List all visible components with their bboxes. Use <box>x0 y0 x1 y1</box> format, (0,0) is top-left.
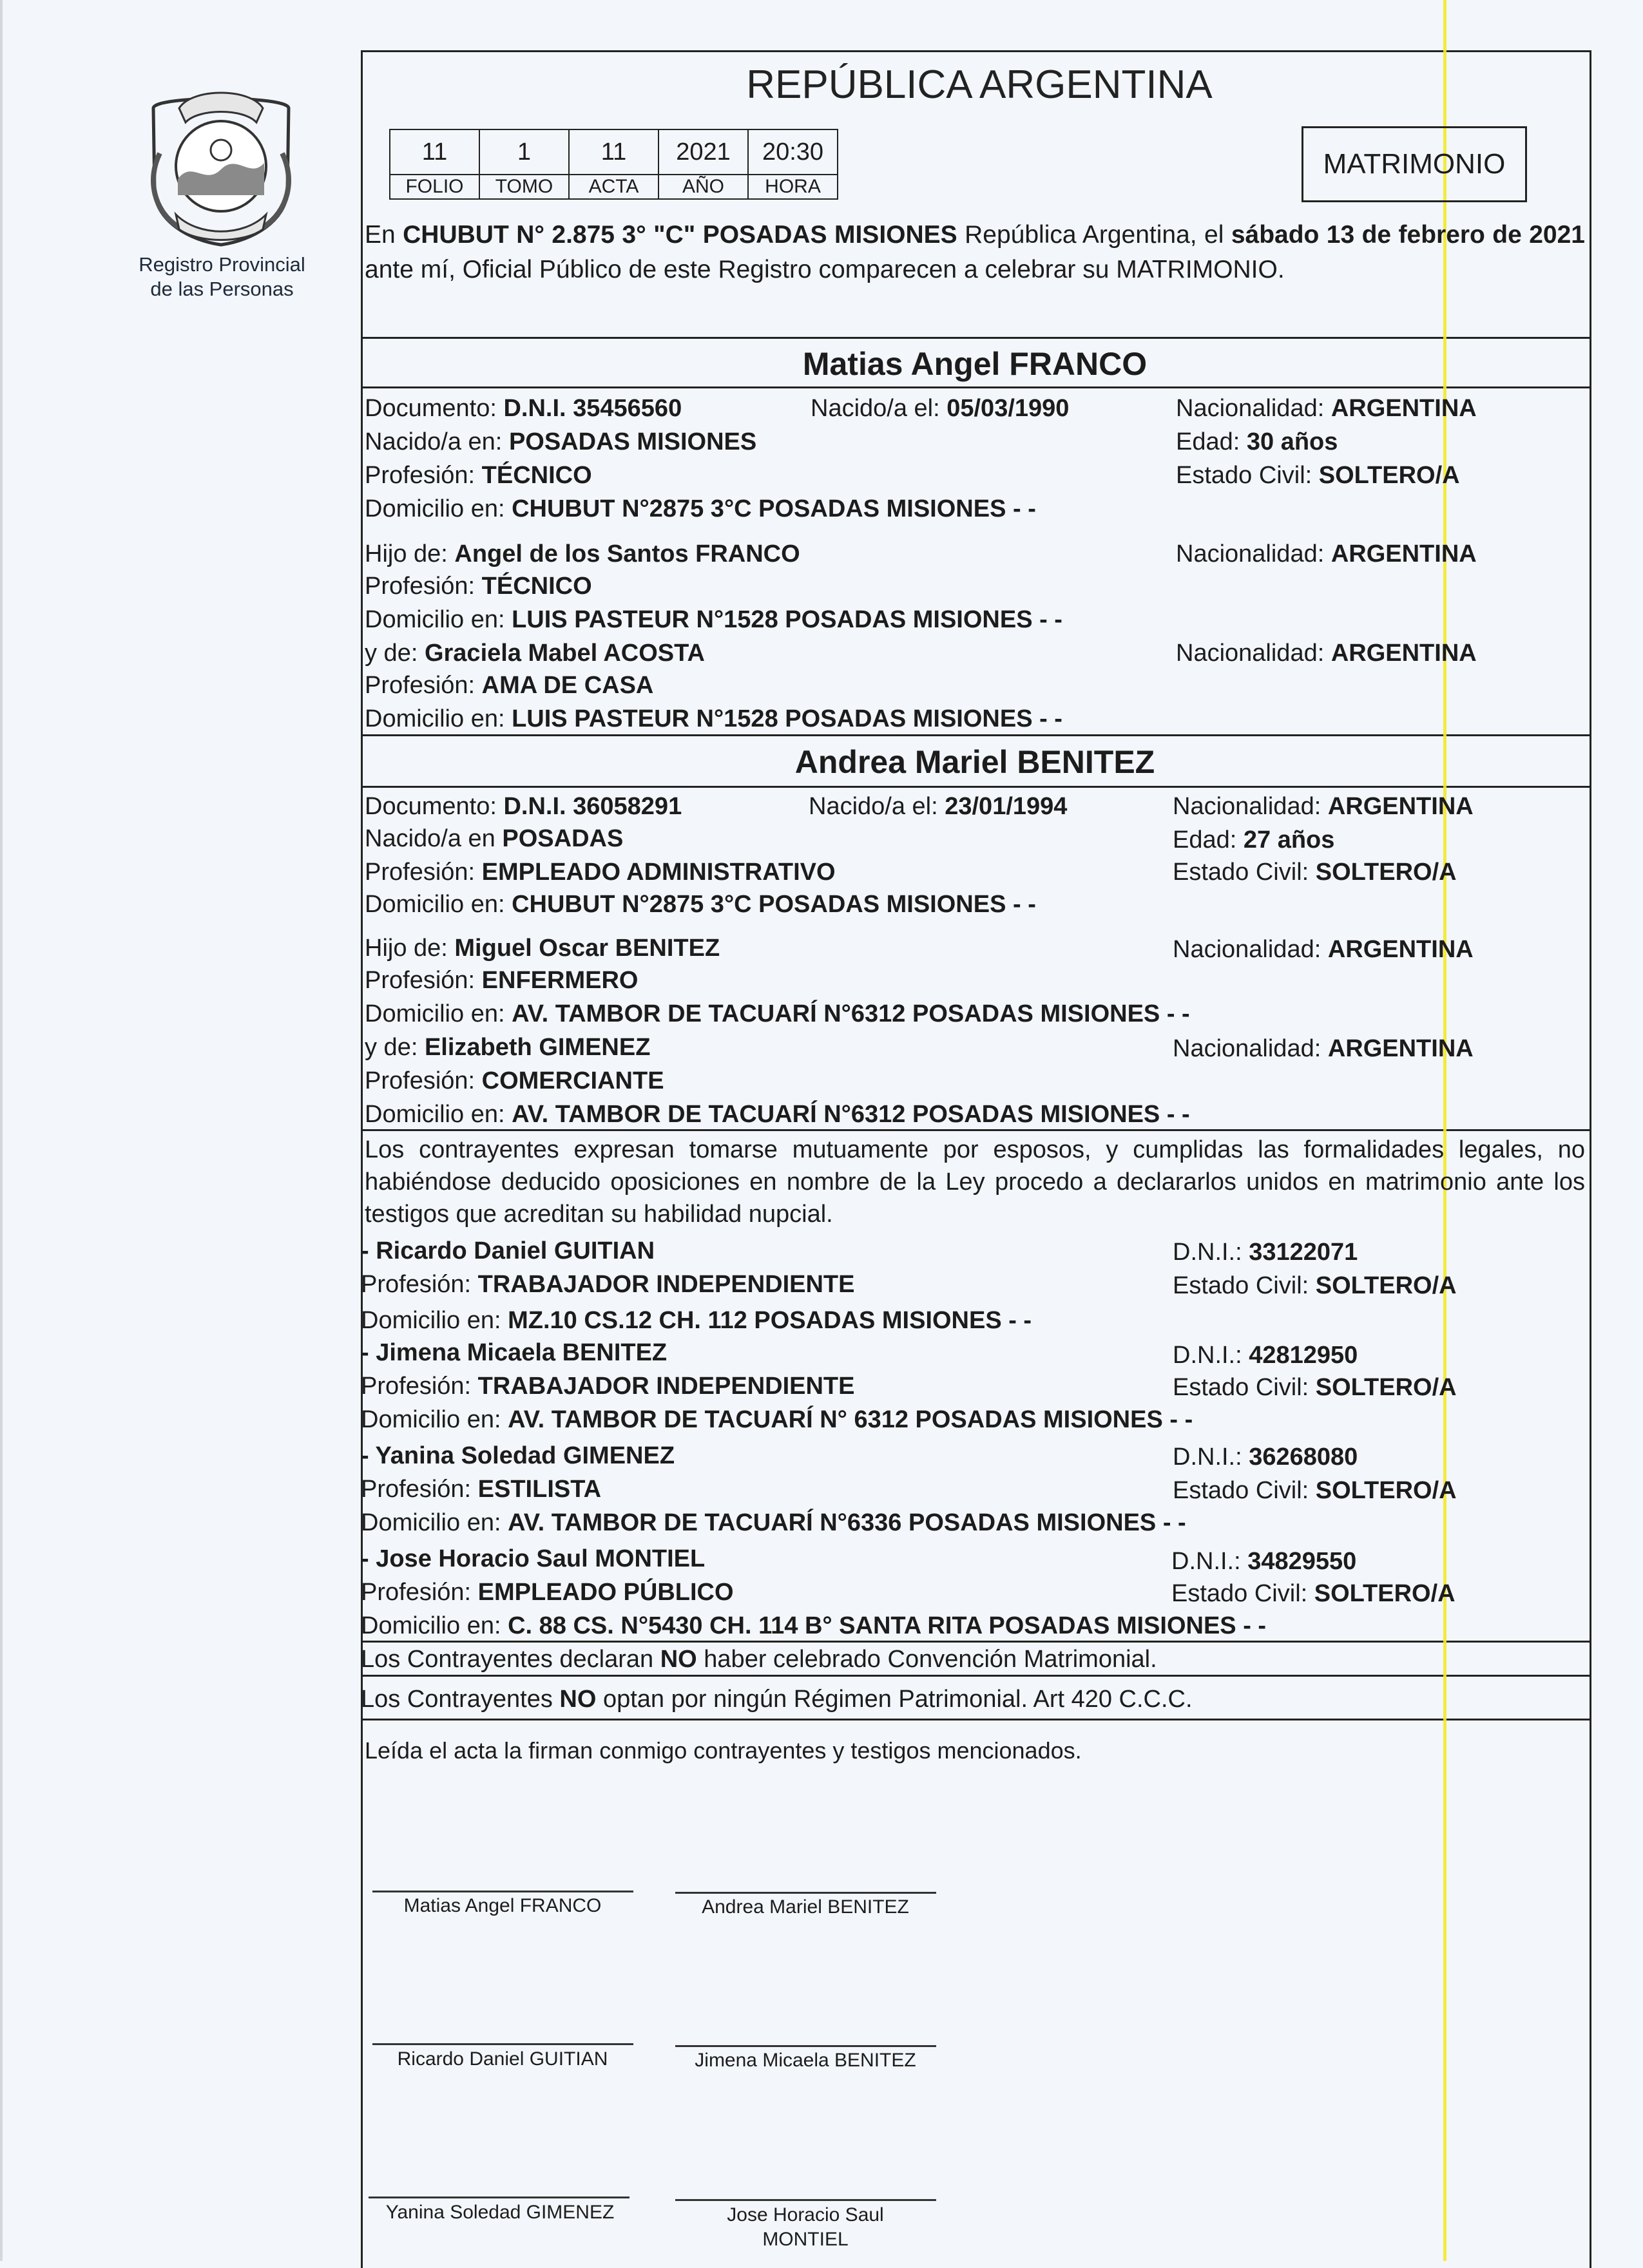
spouse2-father-profession: Profesión: ENFERMERO <box>365 967 639 994</box>
spouse1-birthdate: Nacido/a el: 05/03/1990 <box>811 395 1070 422</box>
spouse1-document: Documento: D.N.I. 35456560 <box>365 395 682 422</box>
signature-name-6: Jose Horacio Saul MONTIEL <box>727 2204 884 2250</box>
intro-paragraph <box>365 218 1585 287</box>
acta-label: ACTA <box>569 175 658 199</box>
convention-statement: Los Contrayentes declaran NO haber celebrado Convención Matrimonial. <box>361 1646 1157 1673</box>
intro-date: sábado 13 de febrero de 2021 <box>1231 221 1585 249</box>
spouse1-mother-address: Domicilio en: LUIS PASTEUR N°1528 POSADAS MISIONES - - <box>365 705 1062 732</box>
scan-edge <box>0 0 3 2261</box>
document-title: REPÚBLICA ARGENTINA <box>746 62 1213 107</box>
year-label: AÑO <box>658 175 748 199</box>
divider <box>361 786 1590 788</box>
witness-1-civil-status: Estado Civil: SOLTERO/A <box>1173 1272 1457 1299</box>
registry-table <box>389 129 838 200</box>
spouse1-mother-profession: Profesión: AMA DE CASA <box>365 672 654 699</box>
spouse2-mother-nationality: Nacionalidad: ARGENTINA <box>1173 1035 1474 1062</box>
divider <box>361 337 1590 339</box>
witness-3-profession: Profesión: ESTILISTA <box>361 1476 602 1503</box>
spouse2-profession: Profesión: EMPLEADO ADMINISTRATIVO <box>365 859 836 886</box>
spouse2-birthplace: Nacido/a en POSADAS <box>365 825 624 852</box>
spouse2-age: Edad: 27 años <box>1173 826 1335 853</box>
witness-1-dni: D.N.I.: 33122071 <box>1173 1239 1358 1266</box>
witness-1-name: - Ricardo Daniel GUITIAN <box>361 1237 655 1264</box>
witness-4-profession: Profesión: EMPLEADO PÚBLICO <box>361 1579 734 1606</box>
witness-3-name: - Yanina Soledad GIMENEZ <box>361 1442 675 1469</box>
witness-2-name: - Jimena Micaela BENITEZ <box>361 1339 668 1366</box>
witness-1-profession: Profesión: TRABAJADOR INDEPENDIENTE <box>361 1271 855 1298</box>
witness-2-dni: D.N.I.: 42812950 <box>1173 1342 1358 1369</box>
witness-4-civil-status: Estado Civil: SOLTERO/A <box>1171 1580 1456 1607</box>
folio-label: FOLIO <box>390 175 479 199</box>
signature-line <box>369 2197 629 2198</box>
witness-4-dni: D.N.I.: 34829550 <box>1171 1548 1357 1575</box>
spouse1-father-profession: Profesión: TÉCNICO <box>365 573 592 600</box>
witness-3-dni: D.N.I.: 36268080 <box>1173 1444 1358 1471</box>
province-seal <box>140 82 302 250</box>
regime-statement: Los Contrayentes NO optan por ningún Régimen Patrimonial. Art 420 C.C.C. <box>361 1686 1193 1713</box>
witness-4-name: - Jose Horacio Saul MONTIEL <box>361 1545 706 1572</box>
spouse2-address: Domicilio en: CHUBUT N°2875 3°C POSADAS MISIONES - - <box>365 891 1036 918</box>
spouse2-document: Documento: D.N.I. 36058291 <box>365 793 682 820</box>
divider <box>361 1719 1590 1720</box>
act-type-box: MATRIMONIO <box>1302 126 1527 202</box>
closing-statement: Leída el acta la firman conmigo contrayentes y testigos mencionados. <box>365 1737 1082 1764</box>
seal-icon <box>140 82 302 250</box>
signature-name-3: Ricardo Daniel GUITIAN <box>397 2048 608 2070</box>
signature-name-5: Yanina Soledad GIMENEZ <box>385 2202 615 2223</box>
signature-line <box>675 1892 936 1894</box>
spouse1-nationality: Nacionalidad: ARGENTINA <box>1176 395 1477 422</box>
witness-2-profession: Profesión: TRABAJADOR INDEPENDIENTE <box>361 1373 855 1400</box>
highlighter-line <box>1443 0 1446 2261</box>
hour-value: 20:30 <box>748 129 838 175</box>
spouse2-civil-status: Estado Civil: SOLTERO/A <box>1173 859 1457 886</box>
signature-name-1: Matias Angel FRANCO <box>403 1895 602 1916</box>
witness-1-address: Domicilio en: MZ.10 CS.12 CH. 112 POSADAS MISIONES - - <box>361 1307 1032 1334</box>
witness-3-address: Domicilio en: AV. TAMBOR DE TACUARÍ N°6336 POSADAS MISIONES - - <box>361 1509 1186 1536</box>
spouse1-father-address: Domicilio en: LUIS PASTEUR N°1528 POSADAS MISIONES - - <box>365 606 1062 633</box>
spouse1-father-nationality: Nacionalidad: ARGENTINA <box>1176 540 1477 567</box>
logo-caption-line2: de las Personas <box>150 278 294 300</box>
spouse2-name: Andrea Mariel BENITEZ <box>794 744 1155 780</box>
spouse2-mother-address: Domicilio en: AV. TAMBOR DE TACUARÍ N°6312 POSADAS MISIONES - - <box>365 1101 1190 1128</box>
signature-line <box>372 1891 633 1892</box>
signature-name-2: Andrea Mariel BENITEZ <box>702 1896 909 1918</box>
acta-value: 11 <box>569 129 658 175</box>
witness-2-civil-status: Estado Civil: SOLTERO/A <box>1173 1374 1457 1401</box>
spouse2-father: Hijo de: Miguel Oscar BENITEZ <box>365 935 720 962</box>
spouse2-mother-profession: Profesión: COMERCIANTE <box>365 1067 664 1094</box>
witness-4-address: Domicilio en: C. 88 CS. N°5430 CH. 114 B° SANTA RITA POSADAS MISIONES - - <box>361 1612 1267 1639</box>
logo-caption-line1: Registro Provincial <box>139 253 305 276</box>
intro-address: CHUBUT N° 2.875 3° "C" POSADAS MISIONES <box>403 221 957 249</box>
signature-line <box>675 2045 936 2047</box>
declaration-paragraph: Los contrayentes expresan tomarse mutuamente por esposos, y cumplidas las formalidades legales, no habiéndose deducido oposiciones en nombre de la Ley procedo a declararlos unidos en matrimonio ante los testigos que acreditan su habilidad nupcial. <box>365 1136 1585 1228</box>
spouse1-profession: Profesión: TÉCNICO <box>365 462 592 489</box>
year-value: 2021 <box>658 129 748 175</box>
witness-2-address: Domicilio en: AV. TAMBOR DE TACUARÍ N° 6312 POSADAS MISIONES - - <box>361 1406 1193 1433</box>
spouse2-nationality: Nacionalidad: ARGENTINA <box>1173 793 1474 820</box>
intro-text: República Argentina, el <box>957 221 1231 249</box>
signature-line <box>372 2043 633 2045</box>
divider <box>361 734 1590 736</box>
spouse2-father-nationality: Nacionalidad: ARGENTINA <box>1173 936 1474 963</box>
tomo-label: TOMO <box>479 175 569 199</box>
intro-text: En <box>365 221 403 249</box>
divider <box>361 1675 1590 1677</box>
spouse1-mother: y de: Graciela Mabel ACOSTA <box>365 640 705 667</box>
witness-3-civil-status: Estado Civil: SOLTERO/A <box>1173 1477 1457 1504</box>
spouse1-civil-status: Estado Civil: SOLTERO/A <box>1176 462 1460 489</box>
spouse1-age: Edad: 30 años <box>1176 428 1338 455</box>
spouse2-father-address: Domicilio en: AV. TAMBOR DE TACUARÍ N°6312 POSADAS MISIONES - - <box>365 1000 1190 1027</box>
spouse1-address: Domicilio en: CHUBUT N°2875 3°C POSADAS MISIONES - - <box>365 495 1036 522</box>
spouse1-birthplace: Nacido/a en: POSADAS MISIONES <box>365 428 757 455</box>
logo-caption <box>117 253 327 301</box>
spouse1-mother-nationality: Nacionalidad: ARGENTINA <box>1176 640 1477 667</box>
divider <box>361 386 1590 388</box>
spouse2-mother: y de: Elizabeth GIMENEZ <box>365 1034 651 1061</box>
signature-name-4: Jimena Micaela BENITEZ <box>695 2050 916 2071</box>
spouse1-father: Hijo de: Angel de los Santos FRANCO <box>365 540 800 567</box>
hour-label: HORA <box>748 175 838 199</box>
spouse2-birthdate: Nacido/a el: 23/01/1994 <box>809 793 1068 820</box>
folio-value: 11 <box>390 129 479 175</box>
spouse1-name: Matias Angel FRANCO <box>802 346 1148 382</box>
tomo-value: 1 <box>479 129 569 175</box>
signature-line <box>675 2199 936 2201</box>
intro-text: ante mí, Oficial Público de este Registro comparecen a celebrar su MATRIMONIO. <box>365 256 1285 283</box>
